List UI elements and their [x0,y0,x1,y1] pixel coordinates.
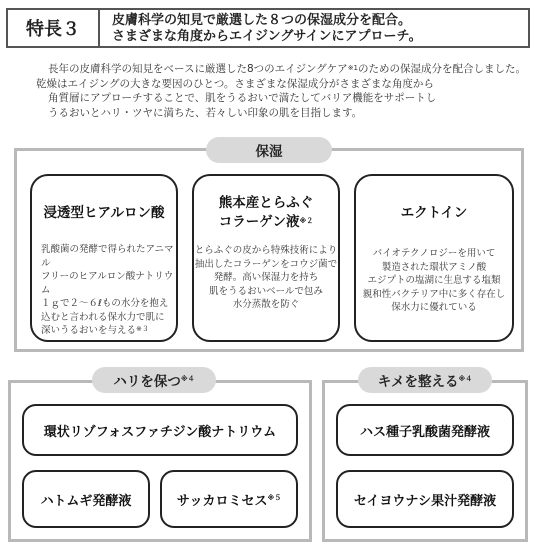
ingredient-card-hyaluronic [30,174,178,342]
feature-header [6,8,530,48]
description-line: エジプトの塩湖に生息する塩類 [367,275,501,286]
ingredient-title [194,194,338,232]
firmness-label-text: ハリを保つ [113,374,181,390]
ingredient-title: 浸透型ヒアルロン酸 [43,205,165,221]
description-line: 保水力に優れている [391,302,477,313]
description-line: 製造された環状アミノ酸 [381,261,487,273]
firmness-section-label [92,367,216,393]
footnote-marker: ※４ [458,375,473,383]
texture-section-label [358,367,492,393]
description-line: 抽出したコラーゲンをコウジ菌で [194,258,338,270]
ingredient-title: エクトイン [400,205,468,221]
footnote-marker: ※４ [180,375,195,383]
footnote-marker: ※５ [267,494,282,502]
footnote-marker: ※３ [136,325,149,333]
feature-number-label: 特長３ [8,10,100,46]
ingredient-title-line-2 [194,213,338,232]
ingredient-saccharomyces-text: サッカロミセス [176,493,268,509]
description-line: 肌をうるおいベールで包み [209,285,323,297]
footnote-marker: ※1 [347,64,359,72]
ingredient-pear-juice-ferment: セイヨウナシ果汁発酵液 [336,470,514,528]
description-line: フリーのヒアルロン酸ナトリウム [41,271,174,296]
headline-line-1: 皮膚科学の知見で厳選した８つの保湿成分を配合。 [112,13,412,28]
feature-headline [100,10,528,46]
ingredient-lotus-seed-ferment: ハス種子乳酸菌発酵液 [336,404,514,456]
ingredient-card-ectoine [354,174,514,342]
ingredient-title-line-1: 熊本産とらふぐ [218,195,314,211]
description-line: バイオテクノロジーを用いて [372,248,496,259]
description-line: とらふぐの皮から特殊技術により [194,245,338,256]
headline-line-2: さまざまな角度からエイジングサインにアプローチ。 [112,29,422,44]
ingredient-saccharomyces [160,470,298,528]
ingredient-description [356,247,512,315]
ingredient-card-fugu-collagen [192,174,340,342]
ingredient-cyclic-lpa-sodium: 環状リゾフォスファチジン酸ナトリウム [22,404,298,456]
ingredient-description [41,243,176,338]
moisture-section-label: 保湿 [206,137,332,163]
intro-line-2: 乾燥はエイジングの大きな要因のひとつ。さまざまな保湿成分がさまざまな角度から [36,77,434,90]
description-line [41,324,176,338]
ingredient-title-line-2-text: コラーゲン液 [218,214,300,230]
intro-line-1 [36,62,527,77]
intro-line-1-text-end: のための保湿成分を配合しました。 [358,63,527,75]
texture-label-text: キメを整える [377,374,459,390]
description-line: 発酵。高い保湿力を持ち [213,272,319,283]
intro-paragraph [36,62,527,120]
description-line: １ｇで２～６ℓもの水分を抱え [41,298,169,309]
intro-line-3: 角質層にアプローチすることで、肌をうるおいで満たしてバリア機能をサポートし [48,92,437,104]
intro-line-1-text: 長年の皮膚科学の知見をベースに厳選した8つのエイジングケア [48,63,348,75]
footnote-marker: ※２ [299,217,314,225]
intro-line-4: うるおいとハリ・ツヤに満ちた、若々しい印象の肌を目指します。 [48,106,363,119]
ingredient-hatomugi-ferment: ハトムギ発酵液 [22,470,150,528]
description-line: 水分蒸散を防ぐ [232,299,300,310]
description-line: 込むと言われる保水力で肌に [41,311,165,323]
ingredient-description [194,244,338,312]
description-line: 乳酸菌の発酵で得られたアニマル [41,244,174,269]
description-line: 親和性バクテリア中に多く存在し [362,288,506,300]
description-line-text: 深いうるおいを与える [41,325,137,336]
